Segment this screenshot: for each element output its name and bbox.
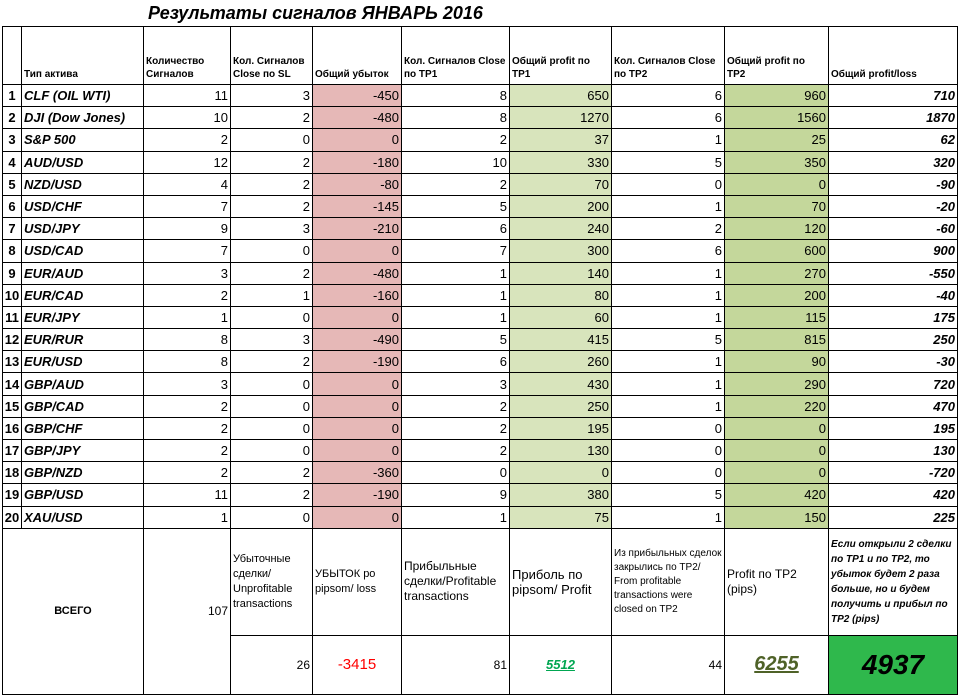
tp1-profit: 1270 <box>510 107 612 129</box>
total-value: 175 <box>829 306 958 328</box>
table-row <box>3 417 958 439</box>
row-index: 10 <box>3 284 22 306</box>
sl-count: 0 <box>231 129 313 151</box>
asset-name: EUR/USD <box>22 351 144 373</box>
tp2-count: 2 <box>612 218 725 240</box>
tp2-count: 0 <box>612 462 725 484</box>
row-index: 3 <box>3 129 22 151</box>
summary-label: ВСЕГО <box>3 528 144 694</box>
loss-value: -480 <box>313 262 402 284</box>
tp2-profit: 815 <box>725 329 829 351</box>
row-index: 14 <box>3 373 22 395</box>
tp2-profit: 0 <box>725 462 829 484</box>
header-tp1-count: Кол. Сигналов Close по TP1 <box>402 27 510 85</box>
summary-tp1-total: 81 <box>402 635 510 694</box>
loss-value: 0 <box>313 395 402 417</box>
asset-name: EUR/JPY <box>22 306 144 328</box>
tp1-count: 7 <box>402 240 510 262</box>
loss-value: -190 <box>313 351 402 373</box>
signals-count: 11 <box>144 484 231 506</box>
tp2-count: 1 <box>612 129 725 151</box>
header-total: Общий profit/loss <box>829 27 958 85</box>
tp2-profit: 90 <box>725 351 829 373</box>
loss-value: -145 <box>313 195 402 217</box>
loss-value: -190 <box>313 484 402 506</box>
tp1-count: 2 <box>402 173 510 195</box>
sl-count: 2 <box>231 151 313 173</box>
tp1-profit: 260 <box>510 351 612 373</box>
asset-name: USD/JPY <box>22 218 144 240</box>
table-row <box>3 484 958 506</box>
row-index: 5 <box>3 173 22 195</box>
tp2-count: 1 <box>612 506 725 528</box>
total-value: -40 <box>829 284 958 306</box>
row-index: 12 <box>3 329 22 351</box>
signals-count: 1 <box>144 306 231 328</box>
tp2-profit: 290 <box>725 373 829 395</box>
loss-value: -360 <box>313 462 402 484</box>
tp2-profit: 960 <box>725 85 829 107</box>
tp1-profit: 240 <box>510 218 612 240</box>
tp2-count: 0 <box>612 440 725 462</box>
signals-count: 7 <box>144 240 231 262</box>
tp2-profit: 70 <box>725 195 829 217</box>
table-row <box>3 107 958 129</box>
signals-count: 9 <box>144 218 231 240</box>
tp1-count: 10 <box>402 151 510 173</box>
tp1-profit: 330 <box>510 151 612 173</box>
loss-value: 0 <box>313 506 402 528</box>
asset-name: EUR/CAD <box>22 284 144 306</box>
total-value: 900 <box>829 240 958 262</box>
signals-count: 7 <box>144 195 231 217</box>
summary-sl-label: Убыточные сделки/ Unprofitable transactions <box>231 528 313 635</box>
sl-count: 2 <box>231 262 313 284</box>
tp2-profit: 25 <box>725 129 829 151</box>
tp1-profit: 430 <box>510 373 612 395</box>
sl-count: 0 <box>231 240 313 262</box>
total-value: -550 <box>829 262 958 284</box>
tp2-count: 1 <box>612 306 725 328</box>
row-index: 6 <box>3 195 22 217</box>
row-index: 4 <box>3 151 22 173</box>
asset-name: GBP/NZD <box>22 462 144 484</box>
signals-count: 2 <box>144 417 231 439</box>
summary-tp1-profit-total: 5512 <box>510 635 612 694</box>
tp1-count: 2 <box>402 395 510 417</box>
row-index: 20 <box>3 506 22 528</box>
asset-name: GBP/AUD <box>22 373 144 395</box>
tp1-count: 0 <box>402 462 510 484</box>
tp2-count: 6 <box>612 240 725 262</box>
signals-count: 11 <box>144 85 231 107</box>
signals-count: 4 <box>144 173 231 195</box>
row-index: 15 <box>3 395 22 417</box>
summary-tp2-profit-label: Profit по TP2 (pips) <box>725 528 829 635</box>
tp1-profit: 380 <box>510 484 612 506</box>
sl-count: 3 <box>231 329 313 351</box>
tp1-count: 2 <box>402 440 510 462</box>
tp1-count: 1 <box>402 306 510 328</box>
row-index: 13 <box>3 351 22 373</box>
total-value: 130 <box>829 440 958 462</box>
table-row <box>3 129 958 151</box>
sl-count: 3 <box>231 85 313 107</box>
total-value: 720 <box>829 373 958 395</box>
tp2-count: 1 <box>612 351 725 373</box>
tp2-profit: 420 <box>725 484 829 506</box>
asset-name: EUR/AUD <box>22 262 144 284</box>
tp1-count: 6 <box>402 351 510 373</box>
summary-tp2-label: Из прибыльных сделок закрылись по TP2/ From profitable transactions were closed on TP2 <box>612 528 725 635</box>
table-row <box>3 218 958 240</box>
tp2-count: 5 <box>612 484 725 506</box>
header-tp2-profit: Общий profit по TP2 <box>725 27 829 85</box>
asset-name: AUD/USD <box>22 151 144 173</box>
sl-count: 0 <box>231 440 313 462</box>
loss-value: -180 <box>313 151 402 173</box>
sl-count: 2 <box>231 462 313 484</box>
tp2-profit: 0 <box>725 440 829 462</box>
tp1-count: 6 <box>402 218 510 240</box>
table-row <box>3 395 958 417</box>
sl-count: 2 <box>231 351 313 373</box>
loss-value: 0 <box>313 373 402 395</box>
summary-tp2-profit-total: 6255 <box>725 635 829 694</box>
tp2-count: 0 <box>612 417 725 439</box>
header-tp1-profit: Общий profit по TP1 <box>510 27 612 85</box>
asset-name: CLF (OIL WTI) <box>22 85 144 107</box>
tp2-count: 1 <box>612 262 725 284</box>
summary-labels-row <box>3 528 958 635</box>
tp1-profit: 70 <box>510 173 612 195</box>
loss-value: -160 <box>313 284 402 306</box>
tp1-profit: 60 <box>510 306 612 328</box>
asset-name: NZD/USD <box>22 173 144 195</box>
tp1-count: 1 <box>402 284 510 306</box>
asset-name: GBP/USD <box>22 484 144 506</box>
tp2-count: 1 <box>612 373 725 395</box>
report-title: Результаты сигналов ЯНВАРЬ 2016 <box>148 3 483 23</box>
table-row <box>3 151 958 173</box>
loss-value: 0 <box>313 129 402 151</box>
sl-count: 0 <box>231 417 313 439</box>
summary-tp1-label: Прибыльные сделки/Profitable transactions <box>402 528 510 635</box>
total-value: -60 <box>829 218 958 240</box>
tp1-profit: 650 <box>510 85 612 107</box>
tp1-count: 9 <box>402 484 510 506</box>
tp1-count: 3 <box>402 373 510 395</box>
signals-count: 3 <box>144 262 231 284</box>
sl-count: 2 <box>231 173 313 195</box>
summary-sl-total: 26 <box>231 635 313 694</box>
row-index: 16 <box>3 417 22 439</box>
table-row <box>3 173 958 195</box>
tp2-profit: 0 <box>725 173 829 195</box>
tp1-count: 2 <box>402 129 510 151</box>
tp2-count: 1 <box>612 195 725 217</box>
table-row <box>3 85 958 107</box>
asset-name: GBP/JPY <box>22 440 144 462</box>
tp2-profit: 0 <box>725 417 829 439</box>
signals-count: 12 <box>144 151 231 173</box>
table-row <box>3 262 958 284</box>
tp2-count: 5 <box>612 329 725 351</box>
row-index: 2 <box>3 107 22 129</box>
signals-count: 3 <box>144 373 231 395</box>
table-row <box>3 351 958 373</box>
tp1-profit: 0 <box>510 462 612 484</box>
loss-value: 0 <box>313 240 402 262</box>
sl-count: 0 <box>231 395 313 417</box>
summary-grand-total: 4937 <box>829 635 958 694</box>
tp1-count: 2 <box>402 417 510 439</box>
sl-count: 3 <box>231 218 313 240</box>
tp1-profit: 80 <box>510 284 612 306</box>
asset-name: USD/CHF <box>22 195 144 217</box>
header-loss: Общий убыток <box>313 27 402 85</box>
tp2-profit: 200 <box>725 284 829 306</box>
tp1-count: 8 <box>402 85 510 107</box>
table-row <box>3 306 958 328</box>
header-index <box>3 27 22 85</box>
sl-count: 0 <box>231 306 313 328</box>
signals-count: 2 <box>144 395 231 417</box>
header-row <box>3 27 958 85</box>
loss-value: -450 <box>313 85 402 107</box>
summary-loss-total: -3415 <box>313 635 402 694</box>
asset-name: EUR/RUR <box>22 329 144 351</box>
tp2-profit: 1560 <box>725 107 829 129</box>
tp1-profit: 195 <box>510 417 612 439</box>
tp1-profit: 200 <box>510 195 612 217</box>
tp1-profit: 140 <box>510 262 612 284</box>
loss-value: 0 <box>313 417 402 439</box>
asset-name: S&P 500 <box>22 129 144 151</box>
total-value: -90 <box>829 173 958 195</box>
loss-value: 0 <box>313 440 402 462</box>
signals-count: 2 <box>144 440 231 462</box>
tp1-count: 8 <box>402 107 510 129</box>
tp1-count: 5 <box>402 195 510 217</box>
sl-count: 0 <box>231 506 313 528</box>
asset-name: GBP/CAD <box>22 395 144 417</box>
loss-value: -480 <box>313 107 402 129</box>
tp1-profit: 300 <box>510 240 612 262</box>
sl-count: 2 <box>231 484 313 506</box>
row-index: 18 <box>3 462 22 484</box>
table-row <box>3 329 958 351</box>
signals-count: 8 <box>144 351 231 373</box>
signals-count: 1 <box>144 506 231 528</box>
summary-note: Если открыли 2 сделки по TP1 и по TP2, то убыток будет 2 раза больше, но и будем получить и прибыл по TP2 (pips) <box>829 528 958 635</box>
sl-count: 2 <box>231 107 313 129</box>
total-value: 195 <box>829 417 958 439</box>
total-value: 1870 <box>829 107 958 129</box>
tp2-profit: 150 <box>725 506 829 528</box>
header-tp2-count: Кол. Сигналов Close по TP2 <box>612 27 725 85</box>
asset-name: GBP/CHF <box>22 417 144 439</box>
sl-count: 1 <box>231 284 313 306</box>
tp2-profit: 120 <box>725 218 829 240</box>
signals-count: 2 <box>144 462 231 484</box>
tp2-count: 1 <box>612 395 725 417</box>
signals-count: 8 <box>144 329 231 351</box>
table-row <box>3 462 958 484</box>
row-index: 1 <box>3 85 22 107</box>
asset-name: USD/CAD <box>22 240 144 262</box>
tp2-count: 1 <box>612 284 725 306</box>
loss-value: -80 <box>313 173 402 195</box>
tp2-profit: 350 <box>725 151 829 173</box>
row-index: 17 <box>3 440 22 462</box>
tp2-count: 0 <box>612 173 725 195</box>
asset-name: DJI (Dow Jones) <box>22 107 144 129</box>
tp2-profit: 220 <box>725 395 829 417</box>
row-index: 8 <box>3 240 22 262</box>
summary-tp1-profit-label: Приболь по pipsom/ Profit <box>510 528 612 635</box>
total-value: 320 <box>829 151 958 173</box>
signals-count: 2 <box>144 129 231 151</box>
tp2-profit: 270 <box>725 262 829 284</box>
total-value: 250 <box>829 329 958 351</box>
tp1-profit: 415 <box>510 329 612 351</box>
header-signals: Количество Сигналов <box>144 27 231 85</box>
tp2-profit: 600 <box>725 240 829 262</box>
signals-count: 2 <box>144 284 231 306</box>
total-value: -20 <box>829 195 958 217</box>
total-value: -30 <box>829 351 958 373</box>
total-value: 470 <box>829 395 958 417</box>
tp2-count: 6 <box>612 107 725 129</box>
total-value: 225 <box>829 506 958 528</box>
loss-value: 0 <box>313 306 402 328</box>
tp2-count: 6 <box>612 85 725 107</box>
total-value: -720 <box>829 462 958 484</box>
table-row <box>3 240 958 262</box>
table-row <box>3 440 958 462</box>
tp1-profit: 250 <box>510 395 612 417</box>
summary-signals-total: 107 <box>144 528 231 694</box>
table-row <box>3 195 958 217</box>
total-value: 62 <box>829 129 958 151</box>
header-sl-count: Кол. Сигналов Close по SL <box>231 27 313 85</box>
signals-count: 10 <box>144 107 231 129</box>
sl-count: 0 <box>231 373 313 395</box>
table-row <box>3 284 958 306</box>
tp1-profit: 75 <box>510 506 612 528</box>
row-index: 9 <box>3 262 22 284</box>
table-row <box>3 373 958 395</box>
header-asset: Тип актива <box>22 27 144 85</box>
tp1-count: 1 <box>402 262 510 284</box>
asset-name: XAU/USD <box>22 506 144 528</box>
tp1-count: 1 <box>402 506 510 528</box>
total-value: 710 <box>829 85 958 107</box>
loss-value: -210 <box>313 218 402 240</box>
summary-loss-label: УБЫТОК ро pipsom/ loss <box>313 528 402 635</box>
summary-tp2-total: 44 <box>612 635 725 694</box>
row-index: 19 <box>3 484 22 506</box>
signals-table <box>2 26 958 695</box>
tp1-count: 5 <box>402 329 510 351</box>
tp1-profit: 130 <box>510 440 612 462</box>
tp2-count: 5 <box>612 151 725 173</box>
sl-count: 2 <box>231 195 313 217</box>
tp2-profit: 115 <box>725 306 829 328</box>
row-index: 11 <box>3 306 22 328</box>
row-index: 7 <box>3 218 22 240</box>
tp1-profit: 37 <box>510 129 612 151</box>
table-row <box>3 506 958 528</box>
loss-value: -490 <box>313 329 402 351</box>
total-value: 420 <box>829 484 958 506</box>
